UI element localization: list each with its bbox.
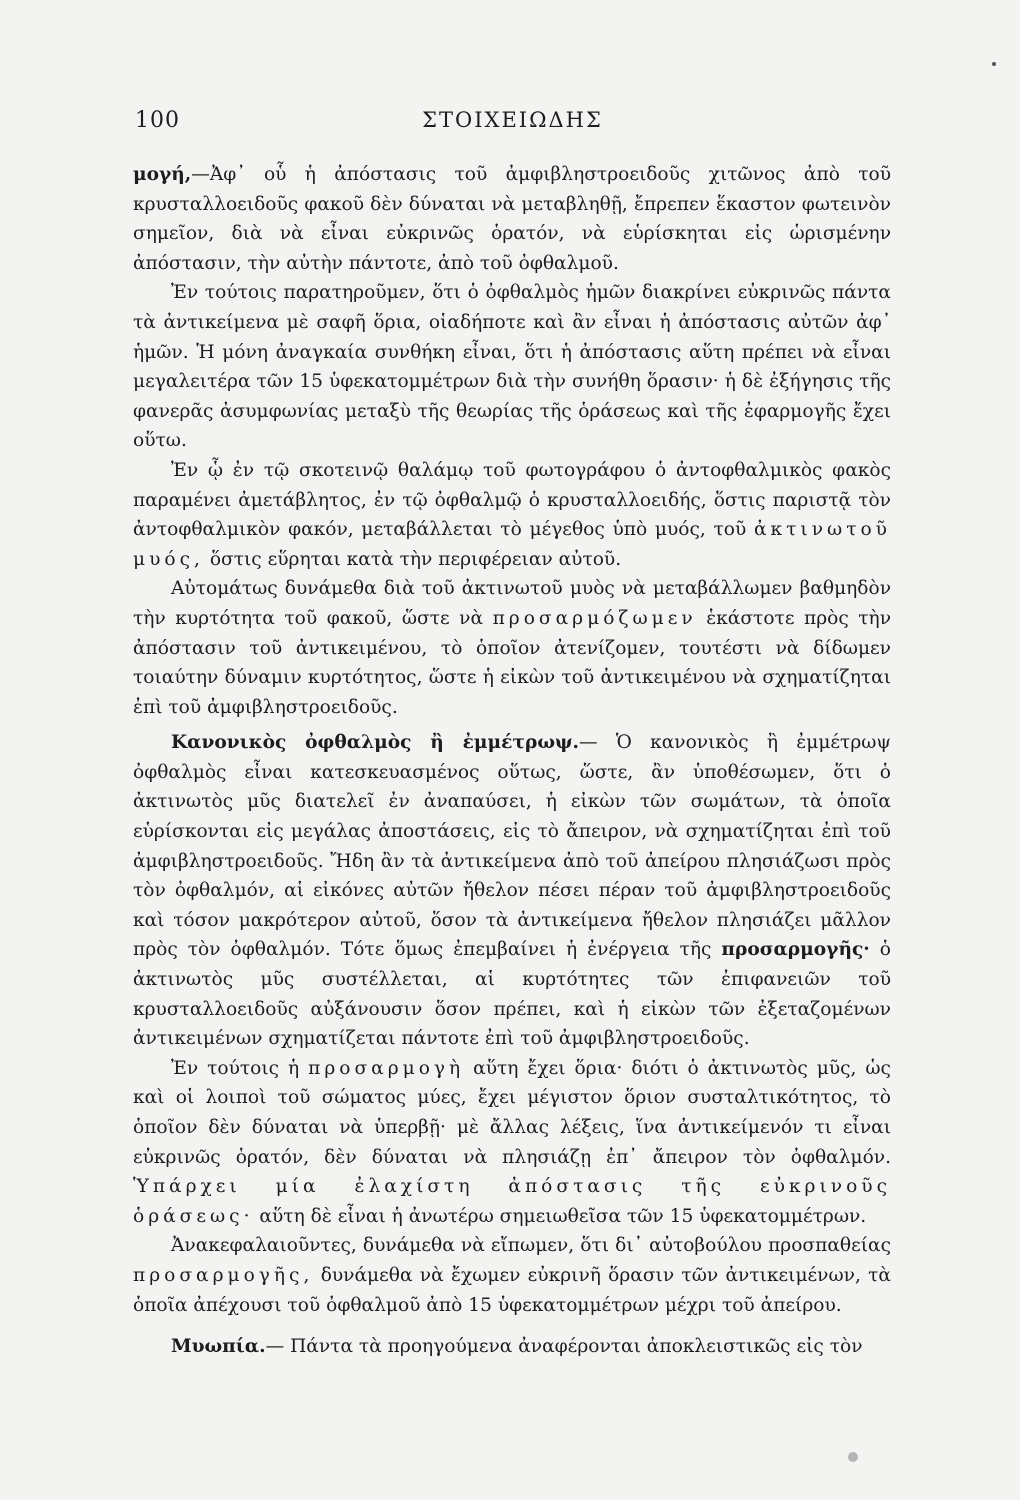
- spaced-term-adapt: προσαρμόζωμεν: [492, 607, 697, 629]
- spaced-term-minimum-distance: Ὑπάρχει μία ἐλαχίστη ἀπόστασις τῆς εὐκρινοῦς ὁράσεως·: [133, 1176, 891, 1227]
- paragraph-3: [133, 456, 891, 574]
- spaced-term-accommodation: προσαρμογὴ: [308, 1057, 465, 1079]
- section-heading-emmetropic-eye: Κανονικὸς ὀφθαλμὸς ἢ ἐμμέτρωψ.: [171, 732, 580, 754]
- continued-word: μογή,: [133, 164, 192, 185]
- paragraph-4: [133, 574, 891, 722]
- bold-term-accommodation: προσαρμογῆς·: [721, 939, 870, 961]
- paragraph-3-text-b: ὅστις εὕρηται κατὰ τὴν περιφέρειαν αὐτοῦ.: [209, 548, 622, 570]
- paragraph-4-text-b: ἑκάστοτε πρὸς τὴν ἀπόστασιν τοῦ ἀντικειμένου, τὸ ὁποῖον ἀτενίζομεν, τουτέστι νὰ δίδωμεν τοιαύτην δύναμιν κυρτότητος, ὥστε ἡ εἰκὼν τοῦ ἀντικειμένου νὰ σχηματίζηται ἐπὶ τοῦ ἀμφιβληστροειδοῦς.: [133, 607, 892, 718]
- running-title: ΣΤΟΙΧΕΙΩΔΗΣ: [422, 108, 603, 132]
- paragraph-3-text-a: Ἐν ᾧ ἐν τῷ σκοτεινῷ θαλάμῳ τοῦ φωτογράφου ὁ ἀντοφθαλμικὸς φακὸς παραμένει ἀμετάβλητος, ἐν τῷ ὀφθαλμῷ ὁ κρυσταλλοειδής, ὅστις παριστᾷ τὸν ἀντοφθαλμικὸν φακόν, μεταβάλλεται τὸ μέγεθος ὑπὸ μυός, τοῦ: [133, 459, 891, 541]
- paragraph-1: [133, 160, 891, 278]
- paragraph-8: [133, 1332, 891, 1362]
- paragraph-5-text-b: ὁ ἀκτινωτὸς μῦς συστέλλεται, αἱ κυρτότητες τῶν ἐπιφανειῶν τοῦ κρυσταλλοειδοῦς αὐξάνουσιν ὅσον πρέπει, καὶ ἡ εἰκὼν τῶν ἐξεταζομένων ἀντικειμένων σχηματίζεται πάντοτε ἐπὶ τοῦ ἀμφιβληστροειδοῦς.: [133, 939, 891, 1050]
- section-heading-myopia: Μυωπία.: [171, 1336, 266, 1358]
- paper-blemish: [848, 1452, 858, 1462]
- running-head: [135, 108, 890, 138]
- paragraph-6-text-b: αὕτη ἔχει ὅρια· διότι ὁ ἀκτινωτὸς μῦς, ὡς καὶ οἱ λοιποὶ τοῦ σώματος μύες, ἔχει μέγιστον ὅριον συσταλτικότητος, τὸ ὁποῖον δὲν δύναται νὰ ὑπερβῇ· μὲ ἄλλας λέξεις, ἵνα ἀντικείμενόν τι εἶναι εὐκρινῶς ὁρατόν, δὲν δύναται νὰ πλησιάζῃ ἐπ᾽ ἄπειρον τὸν ὀφθαλμόν.: [133, 1057, 891, 1168]
- body-text: [133, 160, 891, 1362]
- paragraph-8-text: — Πάντα τὰ προηγούμενα ἀναφέρονται ἀποκλειστικῶς εἰς τὸν: [265, 1336, 863, 1358]
- paragraph-7: [133, 1231, 891, 1320]
- page-number: 100: [135, 108, 180, 133]
- paragraph-6-text-a: Ἐν τούτοις ἡ: [171, 1057, 300, 1079]
- paragraph-6: [133, 1054, 891, 1232]
- paragraph-4-text-a: Αὐτομάτως δυνάμεθα διὰ τοῦ ἀκτινωτοῦ μυὸς νὰ μεταβάλλωμεν βαθμηδὸν τὴν κυρτότητα τοῦ φακοῦ, ὥστε νὰ: [133, 578, 891, 629]
- ink-speck: [992, 62, 996, 66]
- paragraph-7-text-b: δυνάμεθα νὰ ἔχωμεν εὐκρινῆ ὅρασιν τῶν ἀντικειμένων, τὰ ὁποῖα ἀπέχουσι τοῦ ὀφθαλμοῦ ἀπὸ 15 ὑφεκατομμέτρων μέχρι τοῦ ἀπείρου.: [133, 1264, 891, 1316]
- paragraph-2: Ἐν τούτοις παρατηροῦμεν, ὅτι ὁ ὀφθαλμὸς ἡμῶν διακρίνει εὐκρινῶς πάντα τὰ ἀντικείμενα μὲ σαφῆ ὅρια, οἱαδήποτε καὶ ἂν εἶναι ἡ ἀπόστασις αὐτῶν ἀφ᾽ ἡμῶν. Ἡ μόνη ἀναγκαία συνθήκη εἶναι, ὅτι ἡ ἀπόστασις αὕτη πρέπει νὰ εἶναι μεγαλειτέρα τῶν 15 ὑφεκατομμέτρων διὰ τὴν συνήθη ὅρασιν· ἡ δὲ ἐξήγησις τῆς φανερᾶς ἀσυμφωνίας μεταξὺ τῆς θεωρίας τῆς ὁράσεως καὶ τῆς ἐφαρμογῆς ἔχει οὕτω.: [133, 282, 891, 452]
- paragraph-5-text-a: — Ὁ κανονικὸς ἢ ἐμμέτρωψ ὀφθαλμὸς εἶναι κατεσκευασμένος οὕτως, ὥστε, ἂν ὑποθέσωμεν, ὅτι ὁ ἀκτινωτὸς μῦς διατελεῖ ἐν ἀναπαύσει, ἡ εἰκὼν τῶν σωμάτων, τὰ ὁποῖα εὑρίσκονται εἰς μεγάλας ἀποστάσεις, εἰς τὸ ἄπειρον, νὰ σχηματίζηται ἐπὶ τοῦ ἀμφιβληστροειδοῦς. Ἤδη ἂν τὰ ἀντικείμενα ἀπὸ τοῦ ἀπείρου πλησιάζωσι πρὸς τὸν ὀφθαλμόν, αἱ εἰκόνες αὐτῶν ἤθελον πέσει πέραν τοῦ ἀμφιβληστροειδοῦς καὶ τόσον μακρότερον αὐτοῦ, ὅσον τὰ ἀντικείμενα ἤθελον πλησιάζει μᾶλλον πρὸς τὸν ὀφθαλμόν. Τότε ὅμως ἐπεμβαίνει ἡ ἐνέργεια τῆς: [133, 732, 891, 961]
- spaced-term-accommodation-2: προσαρμογῆς,: [133, 1264, 314, 1286]
- spaced-term-ciliary-muscle: ἀκτινωτοῦ μυός,: [133, 519, 891, 570]
- paragraph-6-text-c: αὕτη δὲ εἶναι ἡ ἀνωτέρω σημειωθεῖσα τῶν 15 ὑφεκατομμέτρων.: [259, 1205, 867, 1227]
- paragraph-7-text-a: Ἀνακεφαλαιοῦντες, δυνάμεθα νὰ εἴπωμεν, ὅτι δι᾽ αὐτοβούλου προσπαθείας: [171, 1235, 891, 1257]
- paragraph-1-text: —Ἀφ᾽ οὗ ἡ ἀπόστασις τοῦ ἀμφιβληστροειδοῦς χιτῶνος ἀπὸ τοῦ κρυσταλλοειδοῦς φακοῦ δὲν δύναται νὰ μεταβληθῇ, ἔπρεπεν ἕκαστον φωτεινὸν σημεῖον, διὰ νὰ εἶναι εὐκρινῶς ὁρατόν, νὰ εὑρίσκηται εἰς ὡρισμένην ἀπόστασιν, τὴν αὐτὴν πάντοτε, ἀπὸ τοῦ ὀφθαλμοῦ.: [133, 164, 891, 274]
- paragraph-5: [133, 728, 891, 1054]
